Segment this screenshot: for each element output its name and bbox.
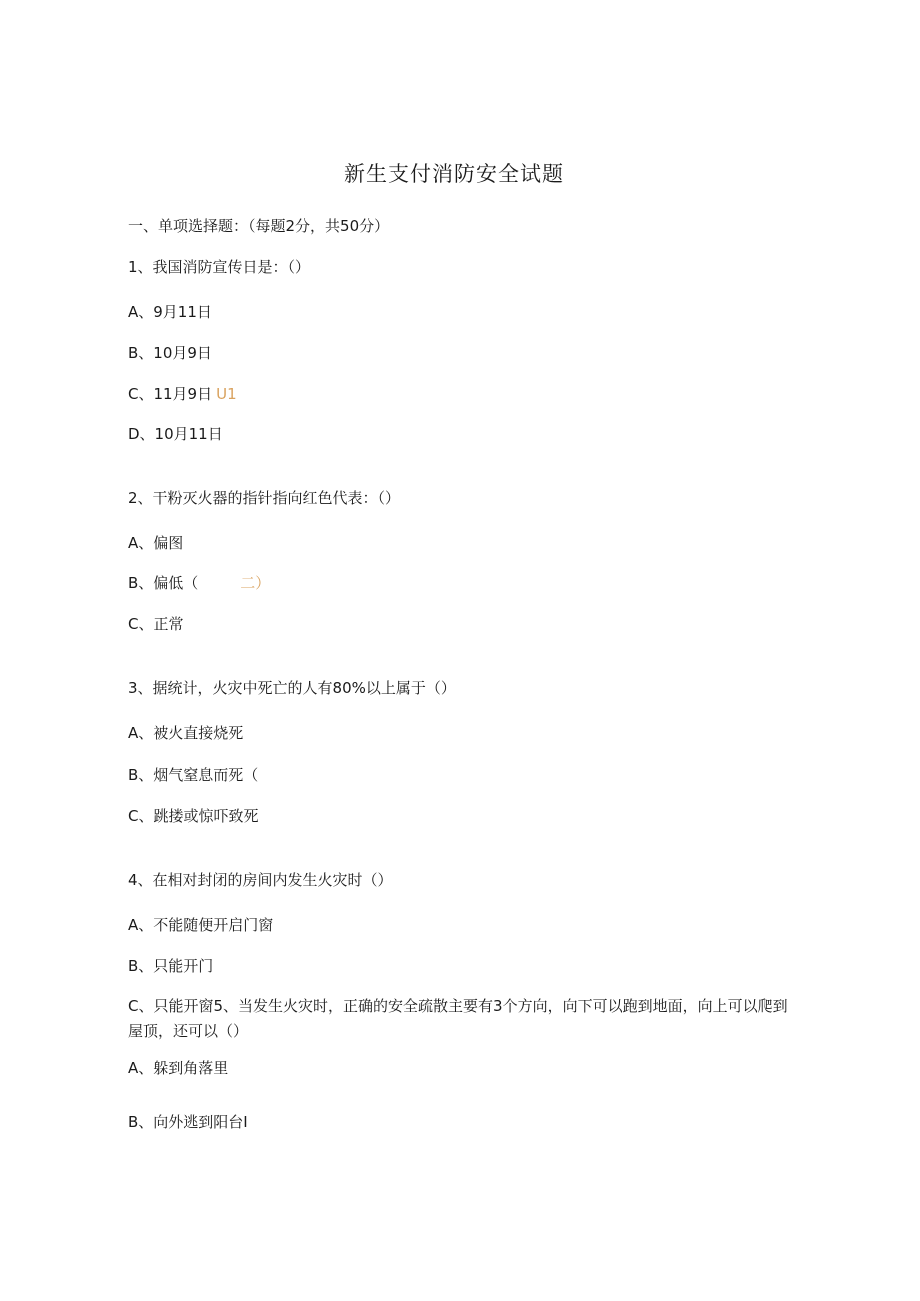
option-text: C、只能开窗5、当发生火灾时，正确的安全疏散主要有3个方向，向下可以跑到地面，向上可以爬到屋顶，还可以（） [128,997,788,1040]
question-1-stem: 1、我国消防宣传日是：（） [128,258,311,276]
question-3-option-c [128,806,258,826]
option-text: A、9月11日 [128,303,212,321]
question-2-option-a [128,533,183,553]
option-text: B、烟气窒息而死（ [128,766,259,784]
section-heading: 一、单项选择题：（每题2分，共50分） [128,217,390,235]
question-1-option-b [128,343,212,363]
option-text: B、只能开门 [128,957,214,975]
option-text: C、11月9日 [128,385,213,403]
handwritten-mark: U1 [216,385,237,403]
option-text: A、躲到角落里 [128,1059,229,1077]
page-title: 新生支付消防安全试题 [344,162,564,186]
question-1-option-d [128,424,223,444]
option-text: A、被火直接烧死 [128,724,244,742]
option-text: B、10月9日 [128,344,212,362]
question-3-option-b [128,765,258,785]
question-4-option-a [128,915,273,935]
option-text: D、10月11日 [128,425,223,443]
option-text: B、向外逃到阳台I [128,1113,248,1131]
option-text: C、正常 [128,615,184,633]
handwritten-mark: 二） [240,574,271,592]
question-3-option-a [128,723,243,743]
question-1-option-c [128,384,237,404]
option-text: C、跳搂或惊吓致死 [128,807,259,825]
question-5-option-b [128,1112,248,1132]
question-5-option-a [128,1058,228,1078]
question-1-option-a [128,302,212,322]
option-text: A、偏图 [128,534,184,552]
question-4-option-c [128,994,788,1044]
question-4-stem: 4、在相对封闭的房间内发生火灾时（） [128,871,393,889]
option-text: A、不能随便开启门窗 [128,916,274,934]
question-3-stem: 3、据统计，火灾中死亡的人有80%以上属于（） [128,679,456,697]
question-2-option-c [128,614,183,634]
question-4-option-b [128,956,213,976]
option-text: B、偏低（ [128,574,199,592]
question-2-option-b [128,573,270,593]
question-2-stem: 2、干粉灭火器的指针指向红色代表：（） [128,489,401,507]
